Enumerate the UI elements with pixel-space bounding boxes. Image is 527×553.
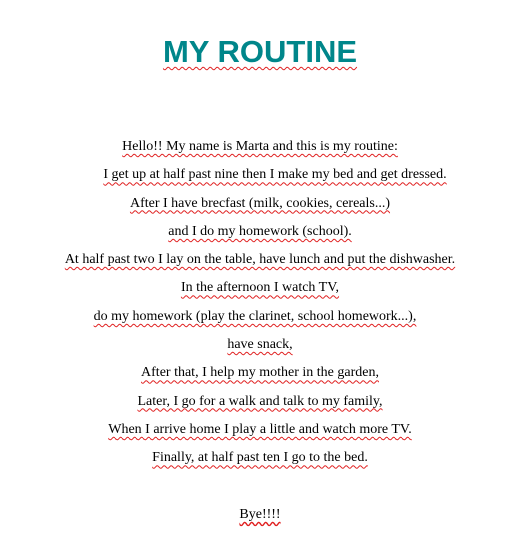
line-text: When I arrive home I play a little and watch more TV. bbox=[108, 421, 412, 437]
text-line bbox=[0, 218, 520, 246]
text-line bbox=[0, 190, 520, 218]
line-text: At half past two I lay on the table, have lunch and put the dishwasher. bbox=[64, 252, 456, 268]
text-line bbox=[0, 246, 520, 274]
line-text: In the afternoon I watch TV, bbox=[180, 280, 340, 296]
line-text: I get up at half past nine then I make my bed and get dressed. bbox=[103, 167, 447, 183]
line-text: After that, I help my mother in the garden, bbox=[141, 365, 379, 381]
line-text: do my homework (play the clarinet, school homework...), bbox=[93, 308, 417, 324]
text-line bbox=[0, 444, 520, 472]
text-line bbox=[0, 133, 520, 161]
line-text: Finally, at half past ten I go to the bed. bbox=[152, 450, 368, 466]
closing-line bbox=[0, 501, 520, 529]
line-text: After I have brecfast (milk, cookies, cereals...) bbox=[129, 195, 391, 211]
document-title bbox=[0, 33, 520, 71]
text-line bbox=[0, 274, 520, 302]
line-text: Later, I go for a walk and talk to my family, bbox=[137, 393, 383, 409]
text-line bbox=[0, 359, 520, 387]
text-line bbox=[0, 161, 520, 189]
text-line bbox=[0, 303, 520, 331]
text-line bbox=[0, 388, 520, 416]
line-text: Hello!! My name is Marta and this is my routine: bbox=[122, 139, 398, 154]
text-line bbox=[0, 331, 520, 359]
closing-text: Bye!!!! bbox=[239, 506, 281, 522]
line-text: have snack, bbox=[227, 337, 293, 353]
routine-text bbox=[0, 133, 520, 529]
line-text: and I do my homework (school). bbox=[168, 223, 352, 239]
text-line bbox=[0, 416, 520, 444]
title-text: MY ROUTINE bbox=[162, 34, 358, 69]
